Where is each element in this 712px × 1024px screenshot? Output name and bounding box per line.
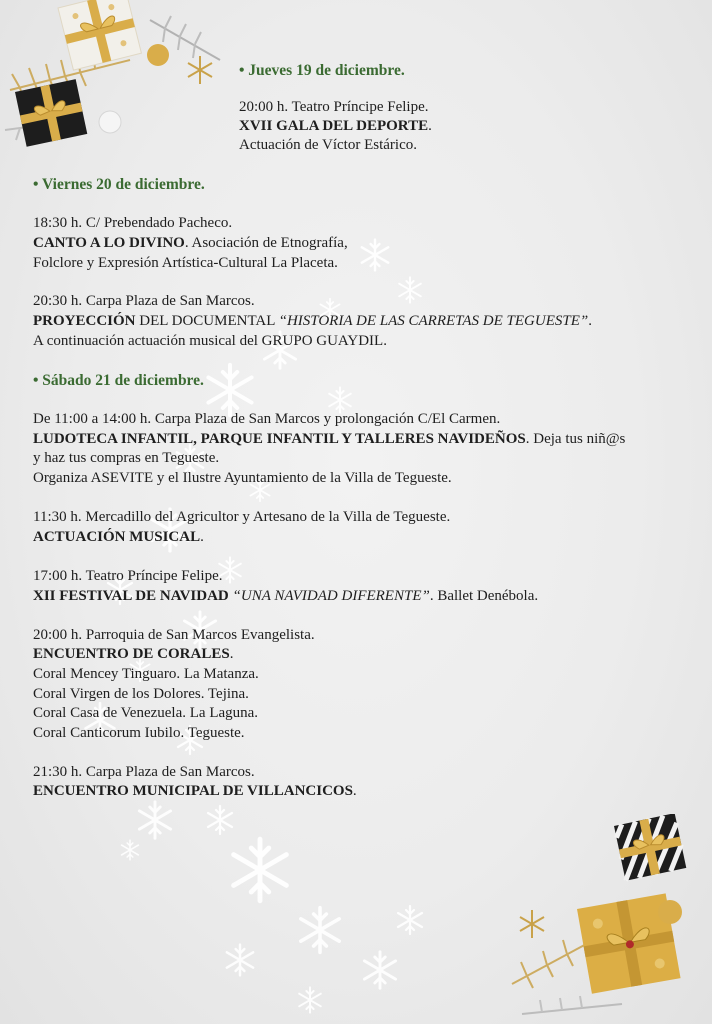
event-time-place: 21:30 h. Carpa Plaza de San Marcos.: [33, 764, 255, 780]
day-heading: • Viernes 20 de diciembre.: [33, 176, 205, 193]
event-title: XVII GALA DEL DEPORTE: [239, 118, 429, 134]
day-heading: • Jueves 19 de diciembre.: [239, 62, 405, 79]
event-title: ENCUENTRO DE CORALES: [33, 646, 230, 662]
event-title-line: [33, 234, 348, 253]
event-title: LUDOTECA INFANTIL, PARQUE INFANTIL Y TALLERES NAVIDEÑOS: [33, 431, 526, 447]
event-detail: Coral Mencey Tinguaro. La Matanza.: [33, 666, 259, 682]
event-title: ACTUACIÓN MUSICAL: [33, 529, 201, 545]
event-title: PROYECCIÓN: [33, 313, 136, 329]
event-detail: Folclore y Expresión Artística-Cultural La Placeta.: [33, 255, 338, 271]
event-title-line: [33, 587, 538, 606]
event-title-suffix: . Deja tus niñ@s: [525, 431, 626, 447]
event-title-italic: “HISTORIA DE LAS CARRETAS DE TEGUESTE”: [278, 313, 589, 329]
event-time-place: De 11:00 a 14:00 h. Carpa Plaza de San Marcos y prolongación C/El Carmen.: [33, 411, 501, 427]
event-title-line: [33, 528, 204, 547]
event-detail: Coral Casa de Venezuela. La Laguna.: [33, 705, 259, 721]
event-title-mid: DEL DOCUMENTAL: [135, 313, 279, 329]
event-detail: Actuación de Víctor Estárico.: [239, 137, 417, 153]
event-title-line: [33, 782, 357, 801]
event-title-line: [33, 430, 625, 449]
event-title-suffix: . Asociación de Etnografía,: [184, 235, 348, 251]
event-time-place: 11:30 h. Mercadillo del Agricultor y Artesano de la Villa de Tegueste.: [33, 509, 451, 525]
event-detail: A continuación actuación musical del GRUPO GUAYDIL.: [33, 333, 387, 349]
event-detail: Organiza ASEVITE y el Ilustre Ayuntamiento de la Villa de Tegueste.: [33, 470, 452, 486]
event-title-line: [33, 312, 592, 331]
event-time-place: 17:00 h. Teatro Príncipe Felipe.: [33, 568, 223, 584]
event-detail: Coral Virgen de los Dolores. Tejina.: [33, 686, 249, 702]
event-title-suffix: . Ballet Denébola.: [429, 588, 539, 604]
event-title-suffix: .: [588, 313, 592, 329]
event-title-suffix: .: [200, 529, 204, 545]
event-title-line: [33, 645, 233, 664]
event-title: ENCUENTRO MUNICIPAL DE VILLANCICOS: [33, 783, 353, 799]
event-detail: y haz tus compras en Tegueste.: [33, 450, 220, 466]
event-title-suffix: .: [229, 646, 234, 662]
day-heading: • Sábado 21 de diciembre.: [33, 372, 204, 389]
event-time-place: 20:00 h. Teatro Príncipe Felipe.: [239, 99, 429, 115]
event-title: CANTO A LO DIVINO: [33, 235, 185, 251]
event-detail: Coral Canticorum Iubilo. Tegueste.: [33, 725, 245, 741]
event-title-suffix: .: [428, 118, 432, 134]
event-time-place: 18:30 h. C/ Prebendado Pacheco.: [33, 215, 233, 231]
event-title-line: [239, 117, 432, 136]
event-title-italic: “UNA NAVIDAD DIFERENTE”: [232, 588, 430, 604]
event-title: XII FESTIVAL DE NAVIDAD: [33, 588, 229, 604]
event-title-suffix: .: [352, 783, 357, 799]
event-time-place: 20:30 h. Carpa Plaza de San Marcos.: [33, 293, 255, 309]
event-time-place: 20:00 h. Parroquia de San Marcos Evangelista.: [33, 627, 315, 643]
